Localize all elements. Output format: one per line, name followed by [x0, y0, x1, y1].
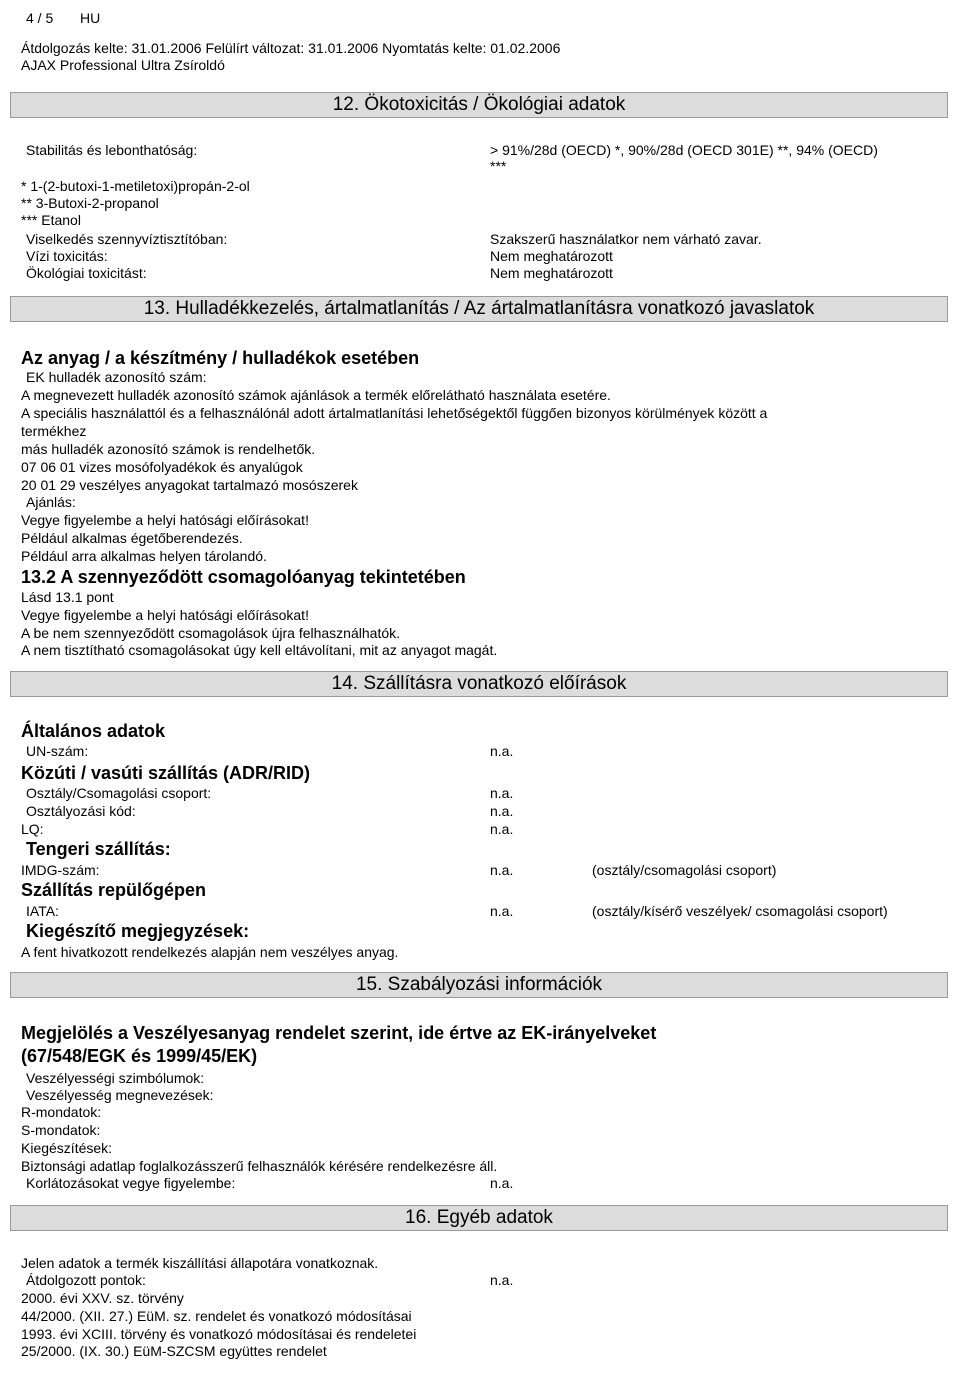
ecotox-label: Ökológiai toxicitást: — [26, 265, 147, 281]
paragraph-2a: A speciális használattól és a felhasználónál adott ártalmatlanítási lehetőségektől függően bizonyos körülmények között a — [21, 405, 768, 421]
symbols-label: Veszélyességi szimbólumok: — [26, 1070, 205, 1086]
recommendation-1: Vegye figyelembe a helyi hatósági előírásokat! — [21, 512, 309, 528]
section-12-title: 12. Ökotoxicitás / Ökológiai adatok — [10, 92, 948, 118]
language: HU — [80, 10, 101, 26]
stability-value-cont: *** — [490, 158, 507, 174]
law-3: 1993. évi XCIII. törvény és vonatkozó módosításai és rendeletei — [21, 1326, 417, 1342]
packaging-4: A nem tisztítható csomagolásokat úgy kell eltávolítani, mit az anyagot magát. — [21, 642, 498, 658]
aquatic-value: Nem meghatározott — [490, 248, 613, 264]
iata-label: IATA: — [26, 903, 59, 919]
paragraph-2b: termékhez — [21, 423, 87, 439]
packaging-1: Lásd 13.1 pont — [21, 589, 114, 605]
waste-code-2: 20 01 29 veszélyes anyagokat tartalmazó mosószerek — [21, 477, 358, 493]
regulation-heading-1: Megjelölés a Veszélyesanyag rendelet szerint, ide értve az EK-irányelveket — [21, 1023, 657, 1043]
un-value: n.a. — [490, 743, 514, 759]
code-label: Osztályozási kód: — [26, 803, 136, 819]
air-heading: Szállítás repülőgépen — [21, 880, 207, 900]
stability-value: > 91%/28d (OECD) *, 90%/28d (OECD 301E) **, 94% (OECD) — [490, 142, 878, 158]
road-heading: Közúti / vasúti szállítás (ADR/RID) — [21, 763, 311, 783]
paragraph-1: A megnevezett hulladék azonosító számok ajánlások a termék előrelátható használata esetére. — [21, 387, 611, 403]
waste-code-1: 07 06 01 vizes mosófolyadékok és anyalúgok — [21, 459, 303, 475]
restrictions-label: Korlátozásokat vegye figyelembe: — [26, 1175, 236, 1191]
ecotox-value: Nem meghatározott — [490, 265, 613, 281]
general-heading: Általános adatok — [21, 721, 166, 741]
s-phrases-label: S-mondatok: — [21, 1122, 101, 1138]
code-value: n.a. — [490, 803, 514, 819]
regulation-heading-2: (67/548/EGK és 1999/45/EK) — [21, 1046, 258, 1066]
packaging-2: Vegye figyelembe a helyi hatósági előírásokat! — [21, 607, 309, 623]
sub-heading-waste: Az anyag / a készítmény / hulladékok esetében — [21, 348, 420, 368]
packaging-3: A be nem szennyeződött csomagolások újra felhasználhatók. — [21, 625, 401, 641]
recommendation-3: Például arra alkalmas helyen tárolandó. — [21, 548, 267, 564]
law-1: 2000. évi XXV. sz. törvény — [21, 1290, 184, 1306]
product-name: AJAX Professional Ultra Zsíroldó — [21, 57, 225, 73]
imdg-value: n.a. — [490, 862, 514, 878]
law-2: 44/2000. (XII. 27.) EüM. sz. rendelet és vonatkozó módosításai — [21, 1308, 412, 1324]
imdg-label: IMDG-szám: — [21, 862, 100, 878]
behaviour-label: Viselkedés szennyvíztisztítóban: — [26, 231, 228, 247]
section-15-title: 15. Szabályozási információk — [10, 972, 948, 998]
sea-heading: Tengeri szállítás: — [26, 839, 171, 859]
dates-line: Átdolgozás kelte: 31.01.2006 Felülírt változat: 31.01.2006 Nyomtatás kelte: 01.02.2006 — [21, 40, 561, 56]
supplements-label: Kiegészítések: — [21, 1140, 113, 1156]
ek-label: EK hulladék azonosító szám: — [26, 369, 207, 385]
note-3: *** Etanol — [21, 212, 81, 228]
section-14-title: 14. Szállításra vonatkozó előírások — [10, 671, 948, 697]
imdg-note: (osztály/csomagolási csoport) — [592, 862, 777, 878]
class-label: Osztály/Csomagolási csoport: — [26, 785, 212, 801]
r-phrases-label: R-mondatok: — [21, 1104, 102, 1120]
revised-value: n.a. — [490, 1272, 514, 1288]
aquatic-label: Vízi toxicitás: — [26, 248, 108, 264]
section-16-title: 16. Egyéb adatok — [10, 1205, 948, 1231]
hazard-names-label: Veszélyesség megnevezések: — [26, 1087, 214, 1103]
note-2: ** 3-Butoxi-2-propanol — [21, 195, 159, 211]
iata-note: (osztály/kísérő veszélyek/ csomagolási csoport) — [592, 903, 888, 919]
lq-label: LQ: — [21, 821, 44, 837]
stability-label: Stabilitás és lebonthatóság: — [26, 142, 198, 158]
recommendation-label: Ajánlás: — [26, 494, 76, 510]
recommendation-2: Például alkalmas égetőberendezés. — [21, 530, 243, 546]
note-1: * 1-(2-butoxi-1-metiletoxi)propán-2-ol — [21, 178, 250, 194]
revised-label: Átdolgozott pontok: — [26, 1272, 146, 1288]
page-number: 4 / 5 — [26, 10, 54, 26]
iata-value: n.a. — [490, 903, 514, 919]
law-4: 25/2000. (IX. 30.) EüM-SZCSM együttes rendelet — [21, 1343, 327, 1359]
sub-heading-packaging: 13.2 A szennyeződött csomagolóanyag tekintetében — [21, 567, 466, 587]
class-value: n.a. — [490, 785, 514, 801]
extra-text: A fent hivatkozott rendelkezés alapján nem veszélyes anyag. — [21, 944, 399, 960]
sds-note: Biztonsági adatlap foglalkozásszerű felhasználók kérésére rendelkezésre áll. — [21, 1158, 498, 1174]
restrictions-value: n.a. — [490, 1175, 514, 1191]
extra-heading: Kiegészítő megjegyzések: — [26, 921, 250, 941]
paragraph-3: más hulladék azonosító számok is rendelhetők. — [21, 441, 316, 457]
other-text-1: Jelen adatok a termék kiszállítási állapotára vonatkoznak. — [21, 1255, 379, 1271]
behaviour-value: Szakszerű használatkor nem várható zavar. — [490, 231, 762, 247]
lq-value: n.a. — [490, 821, 514, 837]
section-13-title: 13. Hulladékkezelés, ártalmatlanítás / Az ártalmatlanításra vonatkozó javaslatok — [10, 296, 948, 322]
un-label: UN-szám: — [26, 743, 89, 759]
